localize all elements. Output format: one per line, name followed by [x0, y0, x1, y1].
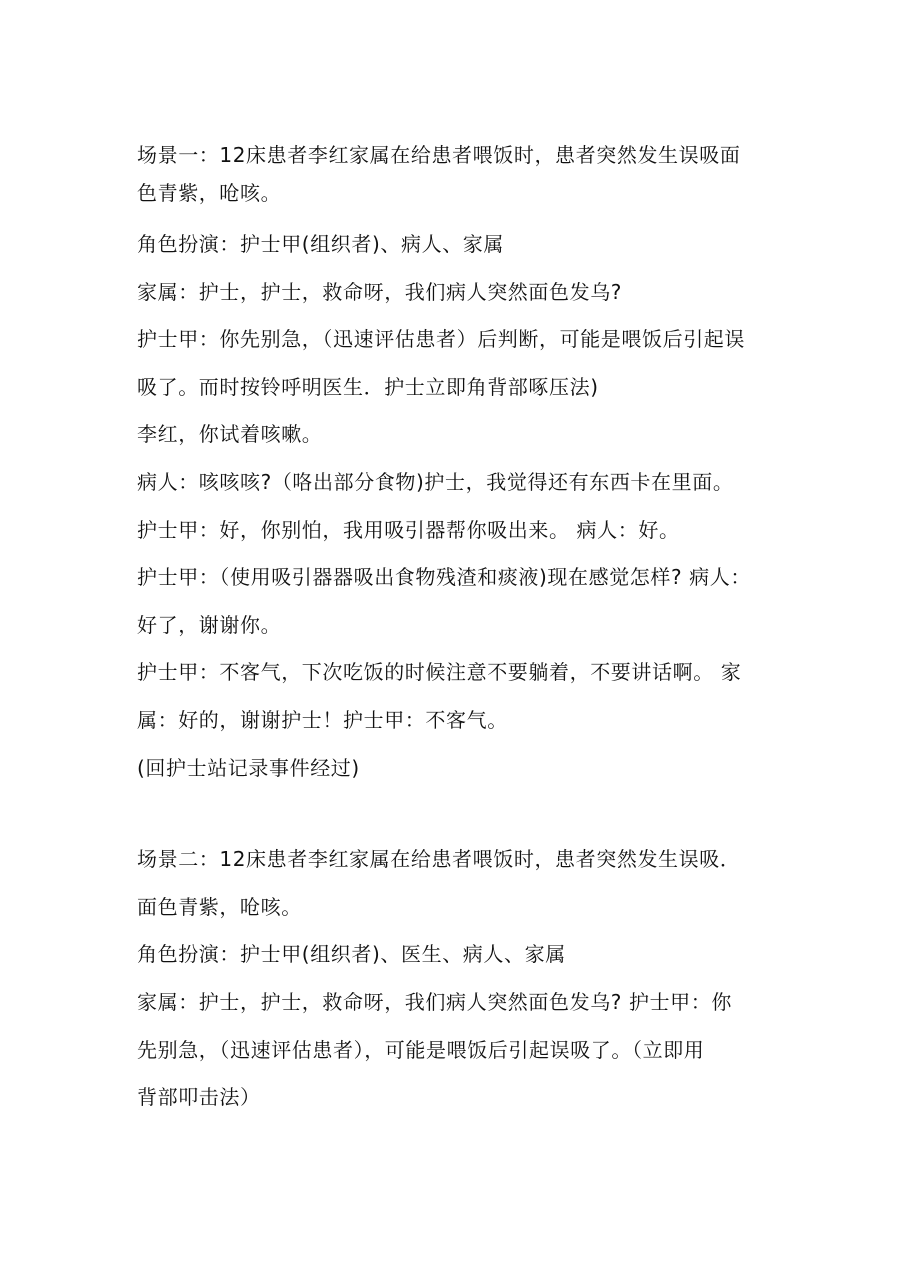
scene-one-line-14: (回护士站记录事件经过)	[137, 756, 360, 780]
scene-one-line-8: 病人：咳咳咳?（咯出部分食物)护士，我觉得还有东西卡在里面。	[137, 470, 734, 494]
scene-one-line-6: 吸了。而时按铃呼明医生．护士立即角背部啄压法)	[137, 375, 599, 399]
scene-one-line-3: 角色扮演：护士甲(组织者)、病人、家属	[137, 232, 505, 256]
scene-two-line-2: 面色青紫，呛咳。	[137, 895, 302, 919]
scene-two-line-5: 先别急，（迅速评估患者），可能是喂饭后引起误吸了。（立即用	[137, 1038, 705, 1062]
scene-one-line-4: 家属：护士，护士，救命呀，我们病人突然面色发乌?	[137, 280, 623, 304]
scene-one-line-12: 护士甲：不客气，下次吃饭的时候注意不要躺着，不要讲话啊。 家	[137, 660, 742, 684]
scene-two-line-4: 家属：护士，护士，救命呀，我们病人突然面色发乌? 护士甲：你	[137, 990, 732, 1014]
scene-two-line-1: 场景二：12床患者李红家属在给患者喂饭时，患者突然发生误吸．	[137, 847, 741, 871]
scene-one-line-1: 场景一：12床患者李红家属在给患者喂饭时，患者突然发生误吸面	[137, 143, 741, 167]
scene-two-line-6: 背部叩击法）	[137, 1085, 261, 1109]
scene-one-line-10: 护士甲：（使用吸引器器吸出食物残渣和痰液)现在感觉怎样? 病人：	[137, 565, 751, 589]
scene-one-line-13: 属：好的，谢谢护士！护士甲：不客气。	[137, 708, 508, 732]
scene-two-line-3: 角色扮演：护士甲(组织者)、医生、病人、家属	[137, 942, 566, 966]
scene-one-line-11: 好了，谢谢你。	[137, 613, 282, 637]
scene-one-line-7: 李红，你试着咳嗽。	[137, 422, 323, 446]
scene-one-line-9: 护士甲：好，你别怕，我用吸引器帮你吸出来。 病人：好。	[137, 518, 680, 542]
scene-one-line-2: 色青紫，呛咳。	[137, 181, 282, 205]
scene-one-line-5: 护士甲：你先别急，（迅速评估患者）后判断，可能是喂饭后引起误	[137, 327, 745, 351]
